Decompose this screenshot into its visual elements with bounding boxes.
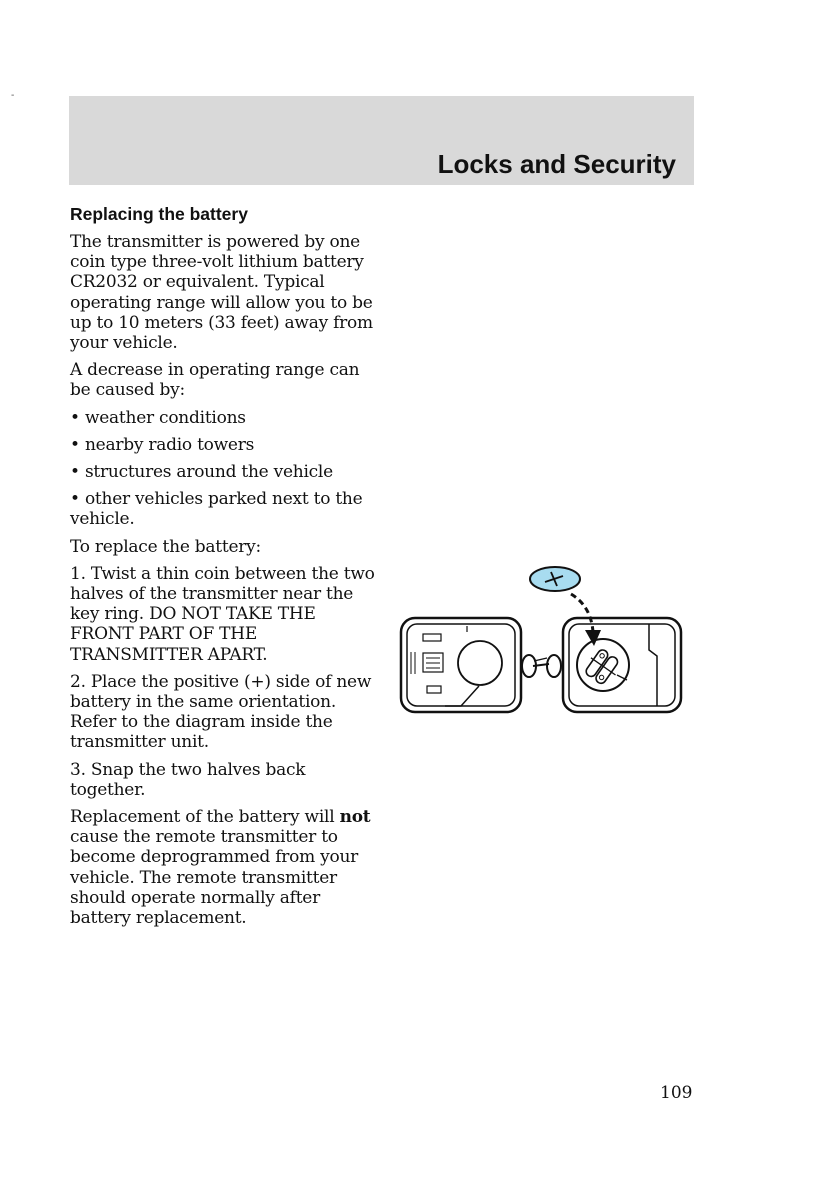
closing-text-after: cause the remote transmitter to become deprogrammed from your vehicle. The remote transmitter should operate normally after battery replacement. — [70, 827, 359, 929]
closing-text-before: Replacement of the battery will — [70, 807, 340, 828]
main-content — [70, 203, 380, 935]
transmitter-diagram — [395, 560, 690, 720]
bullet-item: • weather conditions — [70, 407, 246, 428]
step-1: 1. Twist a thin coin between the two halves of the transmitter near the key ring. DO NOT TAKE THE FRONT PART OF THE TRANSMITTER APART. — [70, 563, 375, 665]
key-ring-link — [522, 655, 561, 677]
bullet-text: structures around the vehicle — [84, 462, 333, 483]
transmitter-front-half — [401, 618, 521, 712]
bullet-text: weather conditions — [84, 407, 246, 428]
bullet-text: other vehicles parked next to the vehicle. — [70, 489, 363, 530]
range-intro-paragraph: A decrease in operating range can be caused by: — [70, 360, 360, 401]
steps-intro-paragraph: To replace the battery: — [70, 536, 261, 557]
step-3: 3. Snap the two halves back together. — [70, 759, 306, 800]
closing-paragraph — [70, 807, 380, 928]
coin-battery — [530, 567, 580, 591]
step-2: 2. Place the positive (+) side of new battery in the same orientation. Refer to the diagram inside the transmitter unit. — [70, 671, 372, 753]
bullet-item: • structures around the vehicle — [70, 462, 333, 483]
bullet-item: • other vehicles parked next to the vehicle. — [70, 489, 363, 530]
intro-paragraph: The transmitter is powered by one coin type three-volt lithium battery CR2032 or equivalent. Typical operating range will allow you to be up to 10 meters (33 feet) away from your vehicle. — [70, 232, 373, 354]
section-heading: Replacing the battery — [70, 204, 248, 224]
corner-mark: - — [11, 90, 15, 101]
page-title: Locks and Security — [437, 149, 676, 179]
page-number: 109 — [660, 1083, 693, 1103]
transmitter-back-half — [563, 618, 681, 712]
header-band — [69, 96, 694, 185]
closing-emphasis: not — [339, 807, 371, 828]
bullet-text: nearby radio towers — [84, 434, 255, 455]
bullet-item: • nearby radio towers — [70, 434, 255, 455]
